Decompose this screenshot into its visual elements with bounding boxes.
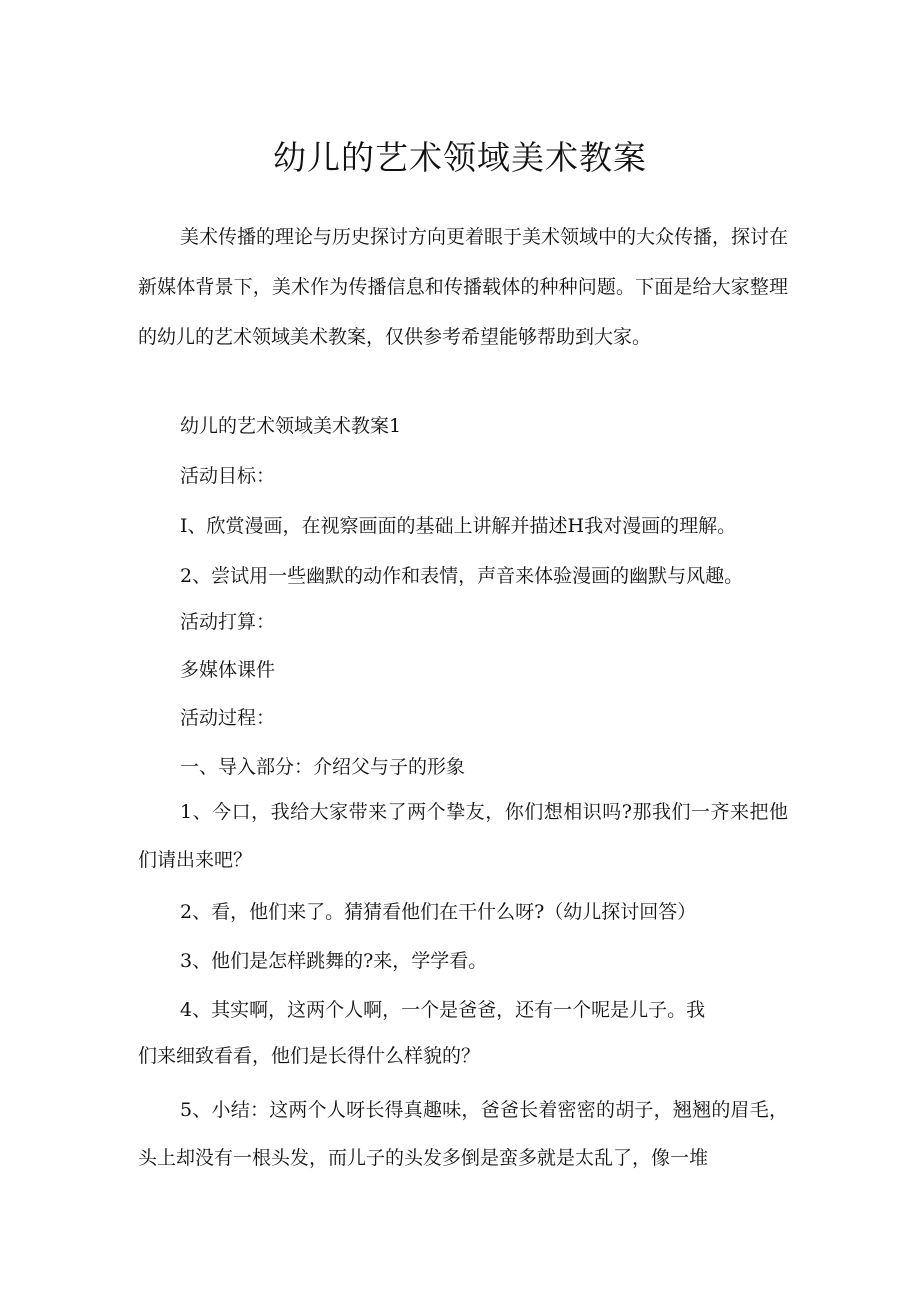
step-4-line-1: 4、其实啊，这两个人啊，一个是爸爸，还有一个呢是儿子。我: [180, 999, 706, 1021]
process-heading: 活动过程：: [180, 707, 276, 729]
step-2-paragraph: 2、看，他们来了。猜猜看他们在干什么呀?（幼儿探讨回答）: [180, 901, 697, 923]
step-1-paragraph: 1、今口，我给大家带来了两个挚友，你们想相识吗?那我们一齐来把他们请出来吧？: [138, 801, 788, 871]
goal-heading: 活动目标：: [180, 465, 276, 487]
goal-item-2: 2、尝试用一些幽默的动作和表情，声音来体验漫画的幽默与风趣。: [180, 565, 744, 587]
step-4-line-2: 们来细致看看，他们是长得什么样貌的？: [138, 1045, 481, 1067]
section-heading: 幼儿的艺术领域美术教案1: [180, 415, 402, 437]
prep-heading: 活动打算：: [180, 611, 276, 633]
step-5-paragraph: 5、小结：这两个人呀长得真趣味，爸爸长着密密的胡子，翘翘的眉毛，头上却没有一根头发，而儿子的头发多倒是蛮多就是太乱了，像一堆: [138, 1099, 788, 1169]
goal-item-1: I、欣赏漫画，在视察画面的基础上讲解并描述H我对漫画的理解。: [180, 515, 737, 537]
prep-item: 多媒体课件: [180, 659, 276, 681]
document-title: 幼儿的艺术领域美术教案: [273, 138, 647, 177]
part-1-heading: 一、导入部分：介绍父与子的形象: [180, 756, 466, 778]
intro-paragraph: 美术传播的理论与历史探讨方向更着眼于美术领域中的大众传播，探讨在新媒体背景下，美术作为传播信息和传播载体的种种问题。下面是给大家整理的幼儿的艺术领域美术教案，仅供参考希望能够帮助到大家。: [138, 226, 789, 348]
step-3-paragraph: 3、他们是怎样跳舞的?来，学学看。: [180, 950, 488, 972]
